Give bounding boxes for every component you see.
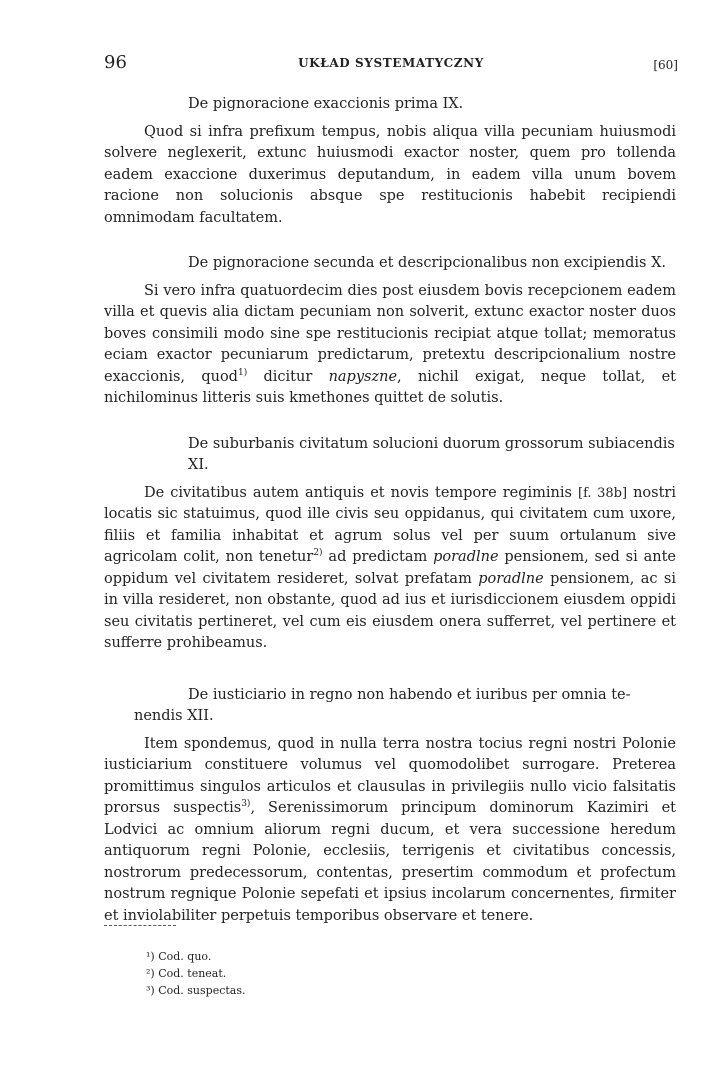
section-text-xii: [104, 734, 676, 928]
text-segment: Item spondemus, quod in nulla terra nostra tocius regni nostri Polonie iusticiarium constituere volumus vel quomodolibet surrogare. Preterea promittimus singulos articulos et clausulas in privilegiis nullo vicio falsitatis prorsus suspectis: [104, 735, 676, 816]
running-title: UKŁAD SYSTEMATYCZNY: [298, 56, 484, 70]
footnote-ref-2: 2): [313, 548, 323, 559]
text-segment: pensionem, sed si ante oppidum vel civitatem resideret, solvat prefatam: [104, 549, 677, 587]
text-segment: pensionem, ac si in villa resideret, non obstante, quod ad ius et iurisdiccionem eiusdem oppidi seu civitatis pertineret, vel cum eis eiusdem onera sufferret, vel pertinere et sufferre prohibeamus.: [104, 570, 677, 651]
text-segment: , nichil exigat, neque tollat, et nichilominus litteris suis kmethones quittet de solutis.: [104, 368, 677, 406]
folio-number: [60]: [653, 58, 678, 72]
vernacular-term: napyszne: [328, 368, 398, 385]
footnote-ref-3: 3): [241, 799, 251, 810]
section-gap: [104, 410, 676, 434]
section-heading-ix: De pignoracione exaccionis prima IX.: [188, 96, 464, 112]
footnote-2: ²) Cod. teneat.: [146, 967, 227, 980]
footnotes: [146, 948, 245, 999]
text-segment: Si vero infra quatuordecim dies post eiusdem bovis recepcionem eadem villa et quevis alia dictam pecuniam non solverit, extunc exactor noster duos boves consimili modo sine spe restitucionis recipiat atque tollat; memoratus eciam exactor pecuniarum predictarum, pretextu descripcionalium nostre exaccionis, quod: [104, 282, 676, 385]
page-number: 96: [104, 52, 127, 73]
text-segment: nostri locatis sic statuimus, quod ille civis seu oppidanus, qui civitatem cum uxore, filiis et familia inhabitat et agrum solus vel per suum ortulanum sive agricolam colit, non tenetur: [104, 484, 677, 565]
section-heading-xii: [104, 685, 676, 728]
section-text-ix: Quod si infra prefixum tempus, nobis aliqua villa pecuniam huiusmodi solvere neglexerit, extunc huiusmodi exactor noster, quem pro tollenda eadem exaccione duxerimus deputandum, in eadem villa unum bovem racione non solucionis absque spe restitucionis habebit recipiendi omnimodam facultatem.: [104, 123, 676, 226]
text-segment: ad predictam: [322, 549, 434, 565]
folio-marker: [f. 38b]: [578, 485, 628, 501]
section-text-xi: [104, 483, 676, 655]
vernacular-term: poradlne: [433, 549, 499, 565]
section-text-x: [104, 281, 676, 410]
footnote-ref-1: 1): [237, 367, 248, 378]
footnote-separator: [104, 925, 176, 926]
text-segment: , Serenissimorum principum dominorum Kazimiri et Lodvici ac omnium aliorum regni ducum, et vera successione heredum antiquorum regni Polonie, ecclesiis, terrigenis et civitatibus concessis, nostrorum predecessorum, contentas, presertim commodum et profectum nostrum regnique Polonie sepefati et ipsius incolarum concernentes, firmiter et inviolabiliter perpetuis temporibus observare et tenere.: [104, 800, 676, 924]
heading-line: De iusticiario in regno non habendo et iuribus per omnia te-: [188, 686, 631, 703]
running-head: [104, 52, 678, 76]
text-segment: dicitur: [247, 368, 329, 385]
heading-line: nendis XII.: [134, 708, 214, 724]
text-segment: De civitatibus autem antiquis et novis tempore regiminis: [144, 484, 579, 501]
body-text: [104, 94, 676, 927]
section-heading-x: De pignoracione secunda et descripcionalibus non excipiendis X.: [188, 255, 667, 271]
vernacular-term: poradlne: [478, 570, 544, 587]
section-gap: [104, 655, 676, 685]
footnote-3: ³) Cod. suspectas.: [146, 984, 246, 997]
section-gap: [104, 229, 676, 253]
section-heading-xi: De suburbanis civitatum solucioni duorum grossorum subiacendis XI.: [188, 435, 675, 473]
footnote-1: ¹) Cod. quo.: [146, 950, 212, 963]
